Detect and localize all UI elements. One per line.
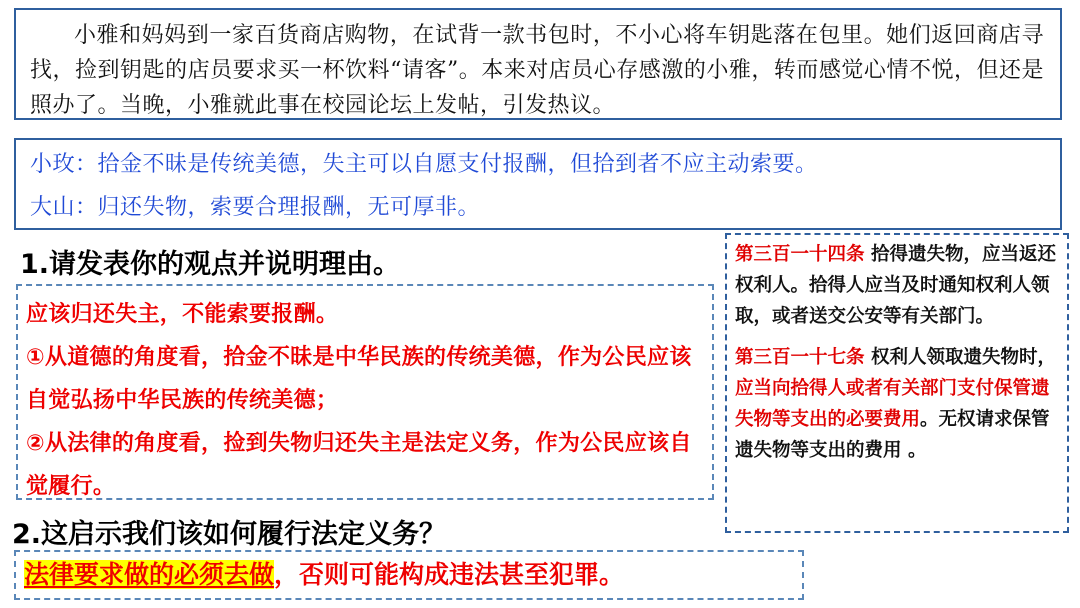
article-317-text-2: 。无权请求保管遗失物等支出的费用 。 [735, 409, 1050, 461]
answer-2-box [14, 550, 804, 600]
article-314-text: 拾得遗失物，应当返还权利人。拾得人应当及时通知权利人领取，或者送交公安等有关部门。 [735, 244, 1056, 327]
article-314 [735, 239, 1059, 332]
law-articles-box [725, 233, 1069, 533]
answer-2-rest: ，否则可能构成违法甚至犯罪。 [274, 560, 625, 589]
opinion-xiaomei: 小玫：拾金不昧是传统美德，失主可以自愿支付报酬，但拾到者不应主动索要。 [30, 152, 818, 177]
answer-1-legal-reason: ②从法律的角度看，捡到失物归还失主是法定义务，作为公民应该自觉履行。 [26, 431, 692, 499]
answer-1-box [16, 284, 714, 500]
article-317-title: 第三百一十七条 [735, 347, 865, 368]
story-box: 小雅和妈妈到一家百货商店购物，在试背一款书包时，不小心将车钥匙落在包里。她们返回商店寻找，捡到钥匙的店员要求买一杯饮料“请客”。本来对店员心存感激的小雅，转而感觉心情不悦，但还是照办了。当晚，小雅就此事在校园论坛上发帖，引发热议。 [14, 8, 1062, 120]
article-314-title: 第三百一十四条 [735, 244, 865, 265]
article-317-emphasis: 应当向拾得人或者有关部门支付保管遗失物等支出的必要费用 [735, 378, 1050, 430]
article-317-text-1: 权利人领取遗失物时， [864, 347, 1056, 368]
question-2: 2.这启示我们该如何履行法定义务？ [12, 519, 447, 550]
answer-1-moral-reason: ①从道德的角度看，拾金不昧是中华民族的传统美德，作为公民应该自觉弘扬中华民族的传统美德； [26, 345, 692, 413]
opinion-dashan: 大山：归还失物，索要合理报酬，无可厚非。 [30, 195, 481, 220]
answer-2-highlight: 法律要求做的必须去做 [24, 560, 275, 589]
article-317 [735, 342, 1059, 466]
opinions-box [14, 138, 1062, 230]
answer-1-conclusion: 应该归还失主，不能索要报酬。 [26, 302, 339, 327]
question-1: 1.请发表你的观点并说明理由。 [20, 249, 401, 280]
